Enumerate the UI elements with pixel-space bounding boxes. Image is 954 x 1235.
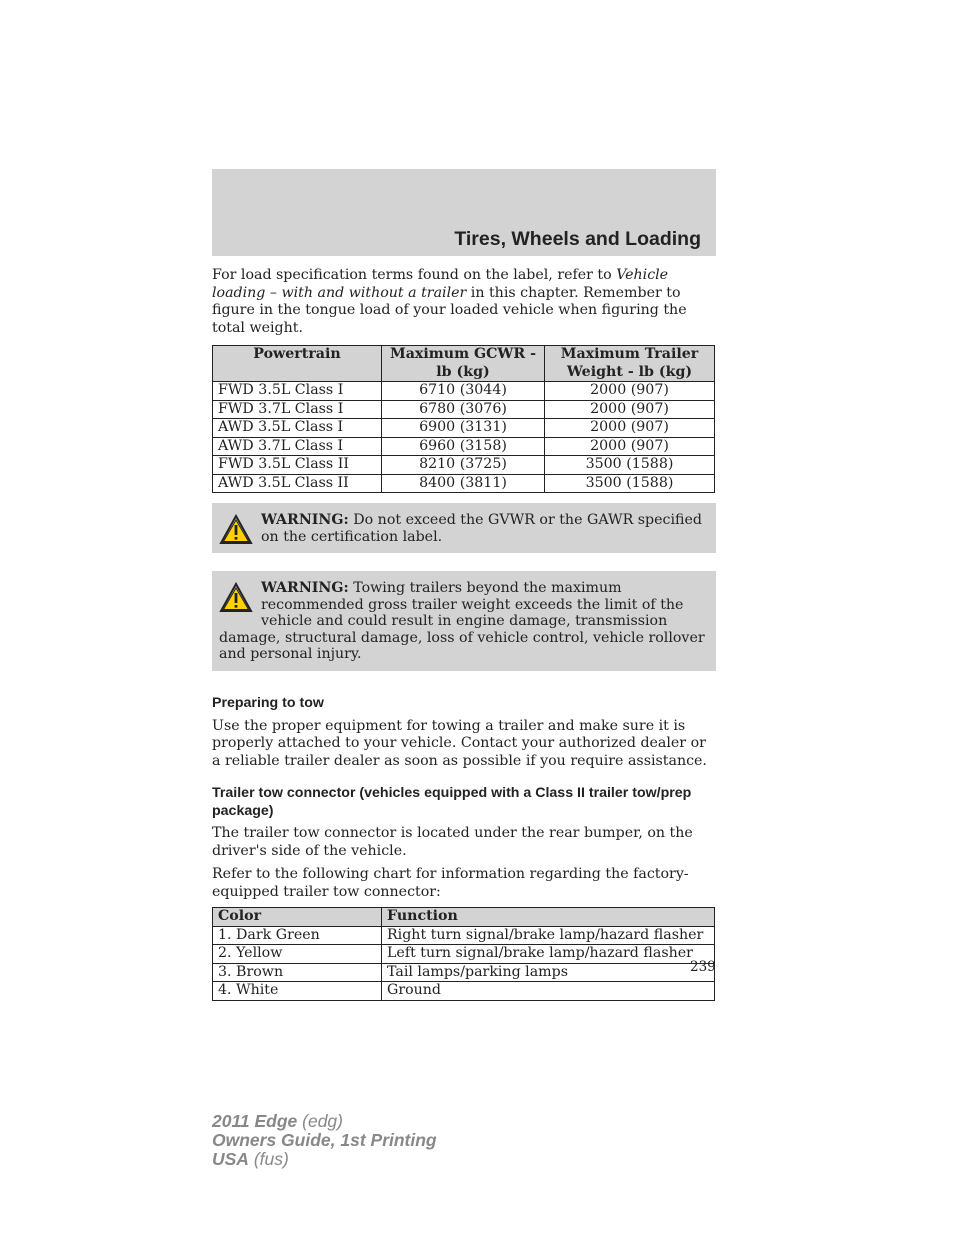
intro-paragraph — [212, 267, 716, 337]
powertrain-cell: AWD 3.7L Class I — [213, 437, 382, 456]
warning-message: Do not exceed the GVWR or the GAWR specified on the certification label. — [261, 512, 702, 545]
trailer-weight-cell: 2000 (907) — [545, 400, 715, 419]
warning-text — [219, 512, 709, 545]
footer-model-line — [212, 1112, 437, 1131]
warning-triangle-icon — [219, 514, 253, 546]
powertrain-cell: AWD 3.5L Class II — [213, 474, 382, 493]
footer-model-code: (edg) — [297, 1111, 343, 1131]
warning-label: WARNING: — [261, 512, 349, 528]
heading-trailer-tow-connector: Trailer tow connector (vehicles equipped with a Class II trailer tow/prep package) — [212, 785, 692, 819]
column-header-color: Color — [213, 908, 382, 927]
towing-weight-table — [212, 345, 715, 493]
wire-function-cell: Tail lamps/parking lamps — [382, 963, 715, 982]
trailer-weight-cell: 2000 (907) — [545, 437, 715, 456]
intro-text-start: For load specification terms found on the label, refer to — [212, 267, 617, 283]
table-row — [213, 437, 715, 456]
column-header-gcwr: Maximum GCWR - lb (kg) — [382, 346, 545, 382]
table-row — [213, 945, 715, 964]
table-row — [213, 456, 715, 475]
wire-function-cell: Ground — [382, 982, 715, 1001]
trailer-weight-cell: 2000 (907) — [545, 382, 715, 401]
column-header-powertrain: Powertrain — [213, 346, 382, 382]
table-row — [213, 400, 715, 419]
column-header-function: Function — [382, 908, 715, 927]
column-header-trailer-weight: Maximum Trailer Weight - lb (kg) — [545, 346, 715, 382]
document-footer — [212, 1112, 437, 1169]
wire-function-cell: Right turn signal/brake lamp/hazard flasher — [382, 926, 715, 945]
trailer-weight-cell: 3500 (1588) — [545, 474, 715, 493]
gcwr-cell: 6900 (3131) — [382, 419, 545, 438]
gcwr-cell: 8400 (3811) — [382, 474, 545, 493]
intro-cross-reference: Vehicle loading – with and without a trailer — [212, 267, 669, 301]
trailer-weight-cell: 2000 (907) — [545, 419, 715, 438]
connector-wiring-table — [212, 907, 715, 1001]
powertrain-cell: FWD 3.5L Class II — [213, 456, 382, 475]
preparing-paragraph: Use the proper equipment for towing a trailer and make sure it is properly attached to your vehicle. Contact your authorized dealer or a reliable trailer dealer as soon as possible if you require assistance. — [212, 717, 707, 769]
powertrain-cell: AWD 3.5L Class I — [213, 419, 382, 438]
footer-printing-line: Owners Guide, 1st Printing — [212, 1130, 437, 1150]
section-title: Tires, Wheels and Loading — [454, 228, 701, 250]
table-row — [213, 382, 715, 401]
warning-triangle-icon — [219, 582, 253, 614]
gcwr-cell: 8210 (3725) — [382, 456, 545, 475]
warning-label: WARNING: — [261, 580, 349, 596]
page-content — [212, 267, 716, 1001]
footer-model: 2011 Edge — [212, 1111, 298, 1131]
table-row — [213, 419, 715, 438]
footer-market-line — [212, 1150, 437, 1169]
warning-text — [219, 580, 709, 663]
page-number: 239 — [690, 959, 716, 975]
powertrain-cell: FWD 3.7L Class I — [213, 400, 382, 419]
table-header-row — [213, 346, 715, 382]
wire-color-cell: 4. White — [213, 982, 382, 1001]
connector-chart-intro-paragraph: Refer to the following chart for information regarding the factory-equipped trailer tow connector: — [212, 866, 689, 900]
table-row — [213, 963, 715, 982]
table-row — [213, 926, 715, 945]
table-row — [213, 474, 715, 493]
warning-box-towing-limit — [212, 571, 716, 671]
trailer-weight-cell: 3500 (1588) — [545, 456, 715, 475]
connector-location-paragraph: The trailer tow connector is located under the rear bumper, on the driver's side of the vehicle. — [212, 825, 693, 859]
warning-box-gvwr — [212, 503, 716, 553]
warning-message: Towing trailers beyond the maximum recommended gross trailer weight exceeds the limit of the vehicle and could result in engine damage, transmission damage, structural damage, loss of vehicle control, vehicle rollover and personal injury. — [219, 580, 705, 662]
wire-color-cell: 2. Yellow — [213, 945, 382, 964]
heading-preparing-to-tow: Preparing to tow — [212, 694, 324, 711]
table-header-row — [213, 908, 715, 927]
powertrain-cell: FWD 3.5L Class I — [213, 382, 382, 401]
section-header-band — [212, 169, 716, 256]
footer-market: USA — [212, 1149, 249, 1169]
wire-color-cell: 3. Brown — [213, 963, 382, 982]
gcwr-cell: 6710 (3044) — [382, 382, 545, 401]
wire-color-cell: 1. Dark Green — [213, 926, 382, 945]
footer-market-code: (fus) — [248, 1149, 289, 1169]
table-row — [213, 982, 715, 1001]
gcwr-cell: 6960 (3158) — [382, 437, 545, 456]
wire-function-cell: Left turn signal/brake lamp/hazard flasher — [382, 945, 715, 964]
gcwr-cell: 6780 (3076) — [382, 400, 545, 419]
intro-text-end: in this chapter. Remember to figure in the tongue load of your loaded vehicle when figuring the total weight. — [212, 284, 687, 336]
